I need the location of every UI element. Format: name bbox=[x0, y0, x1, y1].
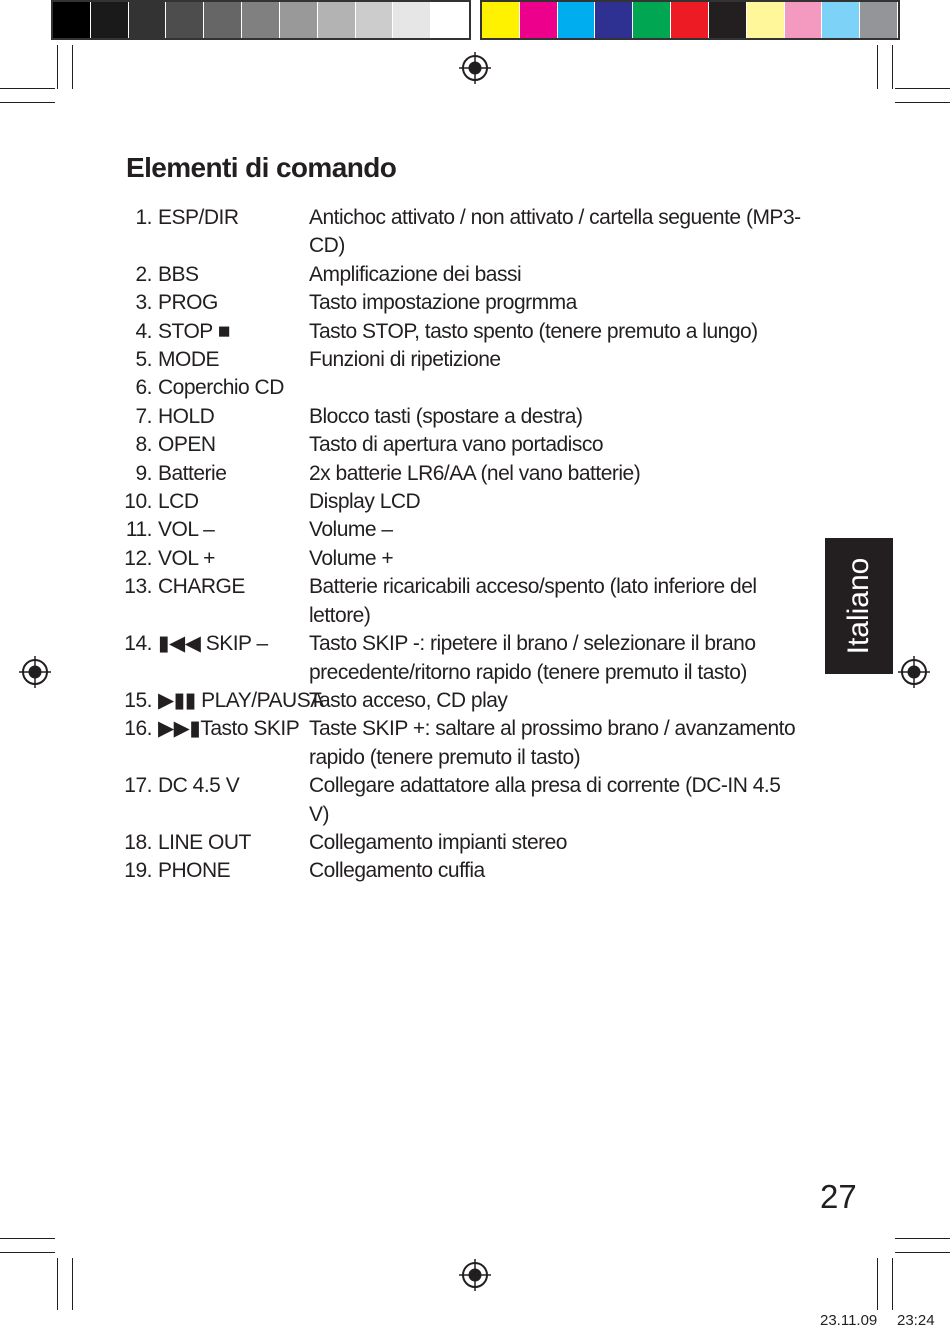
item-number: 16. bbox=[124, 717, 152, 741]
crop-mark bbox=[892, 1258, 893, 1310]
item-description: Funzioni di ripetizione bbox=[309, 348, 501, 372]
list-item bbox=[122, 261, 802, 289]
item-name: LINE OUT bbox=[158, 830, 251, 854]
item-description: Collegare adattatore alla presa di corrente (DC-IN 4.5 V) bbox=[309, 774, 781, 826]
item-description: Volume + bbox=[309, 546, 394, 570]
crop-mark bbox=[895, 1238, 950, 1239]
color-swatch bbox=[166, 2, 204, 38]
color-swatch bbox=[129, 2, 167, 38]
color-swatch bbox=[785, 2, 823, 38]
crop-mark bbox=[892, 45, 893, 89]
registration-mark-icon bbox=[19, 656, 51, 688]
item-number: 8. bbox=[135, 433, 152, 457]
item-name: LCD bbox=[158, 490, 199, 514]
list-item bbox=[122, 687, 802, 715]
item-number: 5. bbox=[135, 348, 152, 372]
item-number: 18. bbox=[124, 830, 152, 854]
item-name: MODE bbox=[158, 348, 219, 372]
item-number: 2. bbox=[135, 262, 152, 286]
item-description: Collegamento cuffia bbox=[309, 859, 485, 883]
color-swatch bbox=[53, 2, 91, 38]
control-elements-list bbox=[122, 204, 802, 886]
item-number: 12. bbox=[124, 546, 152, 570]
crop-mark bbox=[895, 88, 950, 89]
crop-mark bbox=[0, 1238, 55, 1239]
crop-mark bbox=[57, 1258, 58, 1310]
list-item bbox=[122, 829, 802, 857]
registration-mark-icon bbox=[459, 52, 491, 84]
color-swatch bbox=[822, 2, 860, 38]
list-item bbox=[122, 204, 802, 261]
item-description: Volume – bbox=[309, 518, 393, 542]
item-number: 3. bbox=[135, 291, 152, 315]
crop-mark bbox=[895, 1252, 950, 1253]
crop-mark bbox=[72, 45, 73, 89]
color-swatch bbox=[633, 2, 671, 38]
item-number: 14. bbox=[124, 632, 152, 656]
color-swatch bbox=[242, 2, 280, 38]
crop-mark bbox=[877, 45, 878, 89]
item-number: 13. bbox=[124, 575, 152, 599]
crop-mark bbox=[895, 102, 950, 103]
list-item bbox=[122, 431, 802, 459]
item-description: Collegamento impianti stereo bbox=[309, 830, 567, 854]
item-name: VOL – bbox=[158, 518, 215, 542]
list-item bbox=[122, 630, 802, 687]
grayscale-color-bar bbox=[51, 0, 471, 40]
item-number: 1. bbox=[135, 206, 152, 229]
item-description: Tasto acceso, CD play bbox=[309, 688, 508, 712]
registration-mark-icon bbox=[459, 1259, 491, 1291]
item-name: PROG bbox=[158, 291, 218, 315]
item-name: PHONE bbox=[158, 859, 231, 883]
list-item bbox=[122, 374, 802, 402]
color-swatch bbox=[431, 2, 469, 38]
color-swatch bbox=[860, 2, 898, 38]
list-item bbox=[122, 715, 802, 772]
item-number: 15. bbox=[124, 688, 152, 712]
item-description: 2x batterie LR6/AA (nel vano batterie) bbox=[309, 461, 641, 485]
list-item bbox=[122, 772, 802, 829]
item-description: Taste SKIP +: saltare al prossimo brano / avanzamento rapido (tenere premuto il tasto) bbox=[309, 717, 796, 769]
item-description: Tasto STOP, tasto spento (tenere premuto a lungo) bbox=[309, 319, 758, 343]
page-number: 27 bbox=[820, 1178, 857, 1215]
item-description: Blocco tasti (spostare a destra) bbox=[309, 404, 583, 428]
color-swatch bbox=[558, 2, 596, 38]
item-name: ▶▶▮Tasto SKIP bbox=[158, 717, 300, 741]
list-item bbox=[122, 516, 802, 544]
color-swatch bbox=[482, 2, 520, 38]
item-number: 6. bbox=[135, 376, 152, 400]
item-description: Batterie ricaricabili acceso/spento (lato inferiore del lettore) bbox=[309, 575, 757, 627]
color-swatch bbox=[204, 2, 242, 38]
crop-mark bbox=[0, 88, 55, 89]
color-swatch bbox=[671, 2, 709, 38]
item-name: ▶▮▮ PLAY/PAUSA bbox=[158, 688, 324, 712]
list-item bbox=[122, 488, 802, 516]
language-tab-label: Italiano bbox=[842, 557, 875, 655]
page-title: Elementi di comando bbox=[126, 152, 397, 183]
color-swatch bbox=[709, 2, 747, 38]
item-description: Amplificazione dei bassi bbox=[309, 262, 522, 286]
list-item bbox=[122, 545, 802, 573]
process-color-bar bbox=[480, 0, 900, 40]
item-name: ▮◀◀ SKIP – bbox=[158, 632, 268, 656]
registration-mark-icon bbox=[898, 656, 930, 688]
item-name: BBS bbox=[158, 262, 199, 286]
list-item bbox=[122, 346, 802, 374]
list-item bbox=[122, 318, 802, 346]
item-name: OPEN bbox=[158, 433, 216, 457]
item-description: Tasto SKIP -: ripetere il brano / selezionare il brano precedente/ritorno rapido (tenere premuto il tasto) bbox=[309, 632, 756, 684]
item-name: Coperchio CD bbox=[158, 376, 284, 400]
crop-mark bbox=[0, 102, 55, 103]
language-tab bbox=[825, 538, 893, 674]
color-swatch bbox=[356, 2, 394, 38]
item-name: CHARGE bbox=[158, 575, 245, 599]
item-description bbox=[306, 374, 802, 402]
item-name: ESP/DIR bbox=[158, 206, 239, 229]
color-swatch bbox=[747, 2, 785, 38]
item-description: Antichoc attivato / non attivato / cartella seguente (MP3-CD) bbox=[309, 206, 801, 258]
color-swatch bbox=[91, 2, 129, 38]
item-number: 10. bbox=[124, 490, 152, 514]
item-description: Tasto di apertura vano portadisco bbox=[309, 433, 604, 457]
list-item bbox=[122, 289, 802, 317]
crop-mark bbox=[72, 1258, 73, 1310]
item-name: HOLD bbox=[158, 404, 215, 428]
crop-mark bbox=[877, 1258, 878, 1310]
print-date: 23.11.09 bbox=[820, 1312, 878, 1329]
color-swatch bbox=[595, 2, 633, 38]
print-time: 23:24 bbox=[897, 1312, 935, 1329]
list-item bbox=[122, 403, 802, 431]
list-item bbox=[122, 857, 802, 885]
color-swatch bbox=[393, 2, 431, 38]
item-number: 4. bbox=[135, 319, 152, 343]
item-description: Display LCD bbox=[309, 490, 421, 514]
list-item bbox=[122, 460, 802, 488]
item-number: 17. bbox=[124, 774, 152, 798]
crop-mark bbox=[57, 45, 58, 89]
list-item bbox=[122, 573, 802, 630]
crop-mark bbox=[0, 1252, 55, 1253]
item-description: Tasto impostazione progrmma bbox=[309, 291, 577, 315]
item-name: VOL + bbox=[158, 546, 215, 570]
item-number: 11. bbox=[125, 518, 152, 542]
item-number: 7. bbox=[135, 404, 152, 428]
item-name: STOP ■ bbox=[158, 319, 230, 343]
item-name: Batterie bbox=[158, 461, 227, 485]
color-swatch bbox=[520, 2, 558, 38]
item-number: 9. bbox=[135, 461, 152, 485]
item-name: DC 4.5 V bbox=[158, 774, 240, 798]
color-swatch bbox=[280, 2, 318, 38]
color-swatch bbox=[318, 2, 356, 38]
item-number: 19. bbox=[124, 859, 152, 883]
